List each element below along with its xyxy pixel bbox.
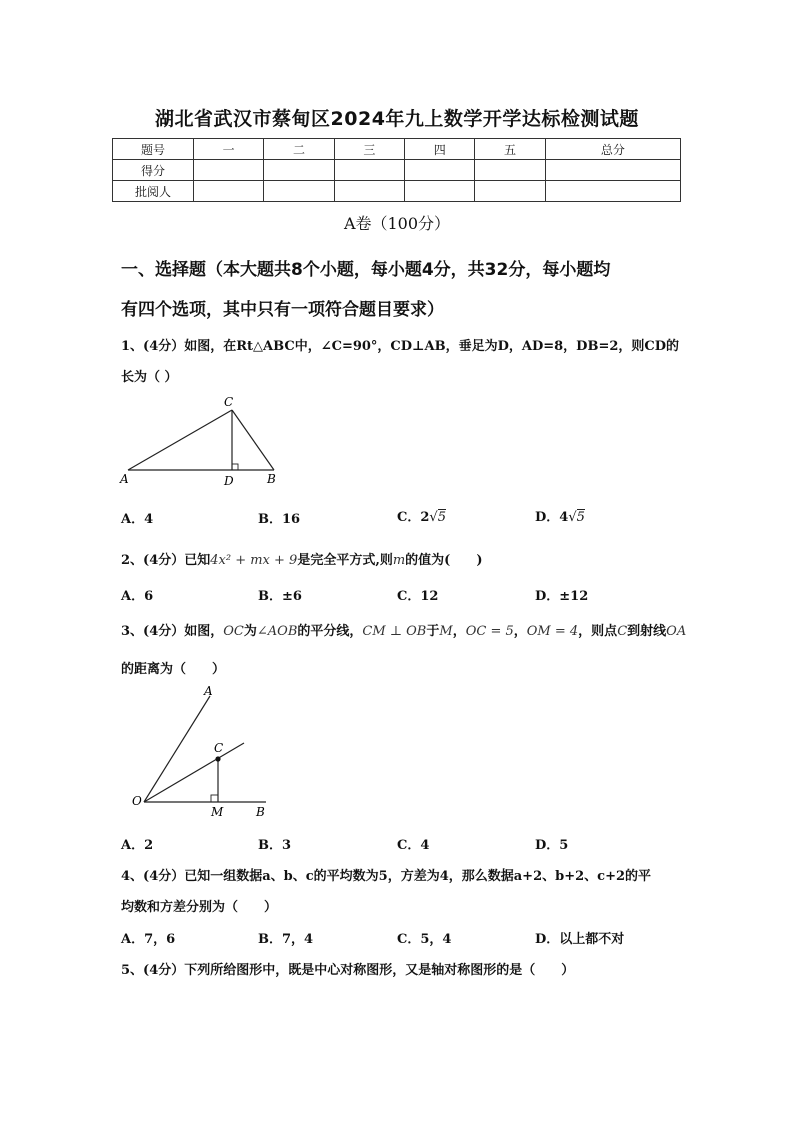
label-m: M xyxy=(211,805,224,819)
q1-option-c-radicand: 5 xyxy=(437,510,446,525)
q3-option-d[interactable]: D．5 xyxy=(535,838,569,853)
q3-aob: ∠AOB xyxy=(256,624,298,639)
score-cell xyxy=(264,181,334,202)
score-cell xyxy=(545,181,680,202)
score-cell: 得分 xyxy=(113,160,194,181)
score-cell: 批阅人 xyxy=(113,181,194,202)
q4-option-d[interactable]: D．以上都不对 xyxy=(535,932,625,947)
q2-option-a[interactable]: A．6 xyxy=(121,589,154,604)
q3-sep: ， xyxy=(513,624,527,639)
q3-m: M xyxy=(439,624,453,639)
right-angle-mark xyxy=(232,464,238,470)
q3-text: 3、(4分）如图， xyxy=(121,624,224,639)
q2-suffix: 的值为( ) xyxy=(405,553,483,568)
label-a: A xyxy=(120,472,129,486)
q4-option-c[interactable]: C．5，4 xyxy=(397,932,452,947)
score-cell xyxy=(334,160,404,181)
q3-text: 于 xyxy=(426,624,440,639)
score-cell xyxy=(405,160,475,181)
q1-option-b[interactable]: B．16 xyxy=(258,512,301,527)
q3-option-a[interactable]: A．2 xyxy=(121,838,154,853)
score-cell: 题号 xyxy=(113,139,194,160)
sqrt-icon: √ xyxy=(429,510,438,525)
label-c: C xyxy=(224,395,234,409)
right-angle-mark xyxy=(211,795,218,802)
score-cell: 一 xyxy=(194,139,264,160)
q3-om-value: OM = 4 xyxy=(526,624,579,639)
point-c xyxy=(215,756,220,761)
score-cell xyxy=(264,160,334,181)
score-table xyxy=(112,138,681,202)
score-cell: 三 xyxy=(334,139,404,160)
q3-oc: OC xyxy=(223,624,244,639)
q1-triangle-figure xyxy=(112,392,292,488)
score-table-header-row xyxy=(113,139,681,160)
label-b: B xyxy=(256,805,265,819)
label-d: D xyxy=(224,474,234,488)
score-table-row xyxy=(113,160,681,181)
q2-expression: 4x² + mx + 9 xyxy=(210,553,298,568)
q3-text: 为 xyxy=(243,624,257,639)
q3-sep: ， xyxy=(452,624,466,639)
q1-stem-line2: 长为（ ） xyxy=(121,370,178,385)
q4-stem-line1: 4、(4分）已知一组数据a、b、c的平均数为5，方差为4，那么数据a+2、b+2、c+2的平 xyxy=(121,869,652,884)
q3-text: 的平分线， xyxy=(297,624,363,639)
q4-option-a[interactable]: A．7，6 xyxy=(121,932,176,947)
score-cell xyxy=(194,160,264,181)
score-cell: 五 xyxy=(475,139,545,160)
q2-prefix: 2、(4分）已知 xyxy=(121,553,211,568)
section-a-heading: A卷（100分） xyxy=(343,214,451,233)
q1-option-d-label: D．4 xyxy=(535,510,569,525)
ray-oc xyxy=(144,743,244,802)
q3-text: 到射线 xyxy=(627,624,667,639)
score-cell xyxy=(194,181,264,202)
ray-oa xyxy=(144,696,210,802)
q3-c: C xyxy=(617,624,628,639)
score-cell: 二 xyxy=(264,139,334,160)
score-cell xyxy=(475,160,545,181)
score-cell xyxy=(405,181,475,202)
q2-stem xyxy=(121,549,482,568)
score-cell: 总分 xyxy=(545,139,680,160)
q5-stem-line1: 5、(4分）下列所给图形中，既是中心对称图形，又是轴对称图形的是（ ） xyxy=(121,963,575,978)
q3-stem-line2: 的距离为（ ） xyxy=(121,662,226,677)
q4-option-b[interactable]: B．7，4 xyxy=(258,932,314,947)
label-b: B xyxy=(267,472,276,486)
part1-heading-line1: 一、选择题（本大题共8个小题，每小题4分，共32分，每小题均 xyxy=(121,260,611,280)
label-c: C xyxy=(214,741,224,755)
part1-heading-line2: 有四个选项，其中只有一项符合题目要求） xyxy=(121,300,444,320)
q3-stem-line1 xyxy=(121,620,686,639)
q2-middle: 是完全平方式,则 xyxy=(297,553,393,568)
q3-angle-figure xyxy=(122,682,282,822)
q3-oa: OA xyxy=(666,624,687,639)
q2-var: m xyxy=(392,553,406,568)
score-cell xyxy=(545,160,680,181)
label-o: O xyxy=(132,794,142,808)
q3-text: ，则点 xyxy=(578,624,618,639)
q1-option-c[interactable] xyxy=(397,506,446,525)
q2-option-c[interactable]: C．12 xyxy=(397,589,439,604)
q3-option-b[interactable]: B．3 xyxy=(258,838,292,853)
q1-option-d-radicand: 5 xyxy=(576,510,585,525)
score-cell xyxy=(475,181,545,202)
q1-option-c-label: C．2 xyxy=(397,510,430,525)
sqrt-icon: √ xyxy=(568,510,577,525)
q1-stem-line1: 1、(4分）如图，在Rt△ABC中，∠C=90°，CD⊥AB，垂足为D，AD=8，DB=2，则CD的 xyxy=(121,339,679,354)
score-cell: 四 xyxy=(405,139,475,160)
q2-option-b[interactable]: B．±6 xyxy=(258,589,302,604)
score-cell xyxy=(334,181,404,202)
q1-option-d[interactable] xyxy=(535,506,585,525)
q2-option-d[interactable]: D．±12 xyxy=(535,589,589,604)
q4-stem-line2: 均数和方差分别为（ ） xyxy=(121,900,278,915)
q1-option-a[interactable]: A．4 xyxy=(121,512,154,527)
label-a: A xyxy=(204,684,213,698)
q3-oc-value: OC = 5 xyxy=(465,624,514,639)
segment-cb xyxy=(232,410,274,470)
q3-cm: CM ⊥ OB xyxy=(362,624,427,639)
segment-ac xyxy=(128,410,232,470)
score-table-row xyxy=(113,181,681,202)
q3-option-c[interactable]: C．4 xyxy=(397,838,430,853)
page-title: 湖北省武汉市蔡甸区2024年九上数学开学达标检测试题 xyxy=(155,108,639,130)
